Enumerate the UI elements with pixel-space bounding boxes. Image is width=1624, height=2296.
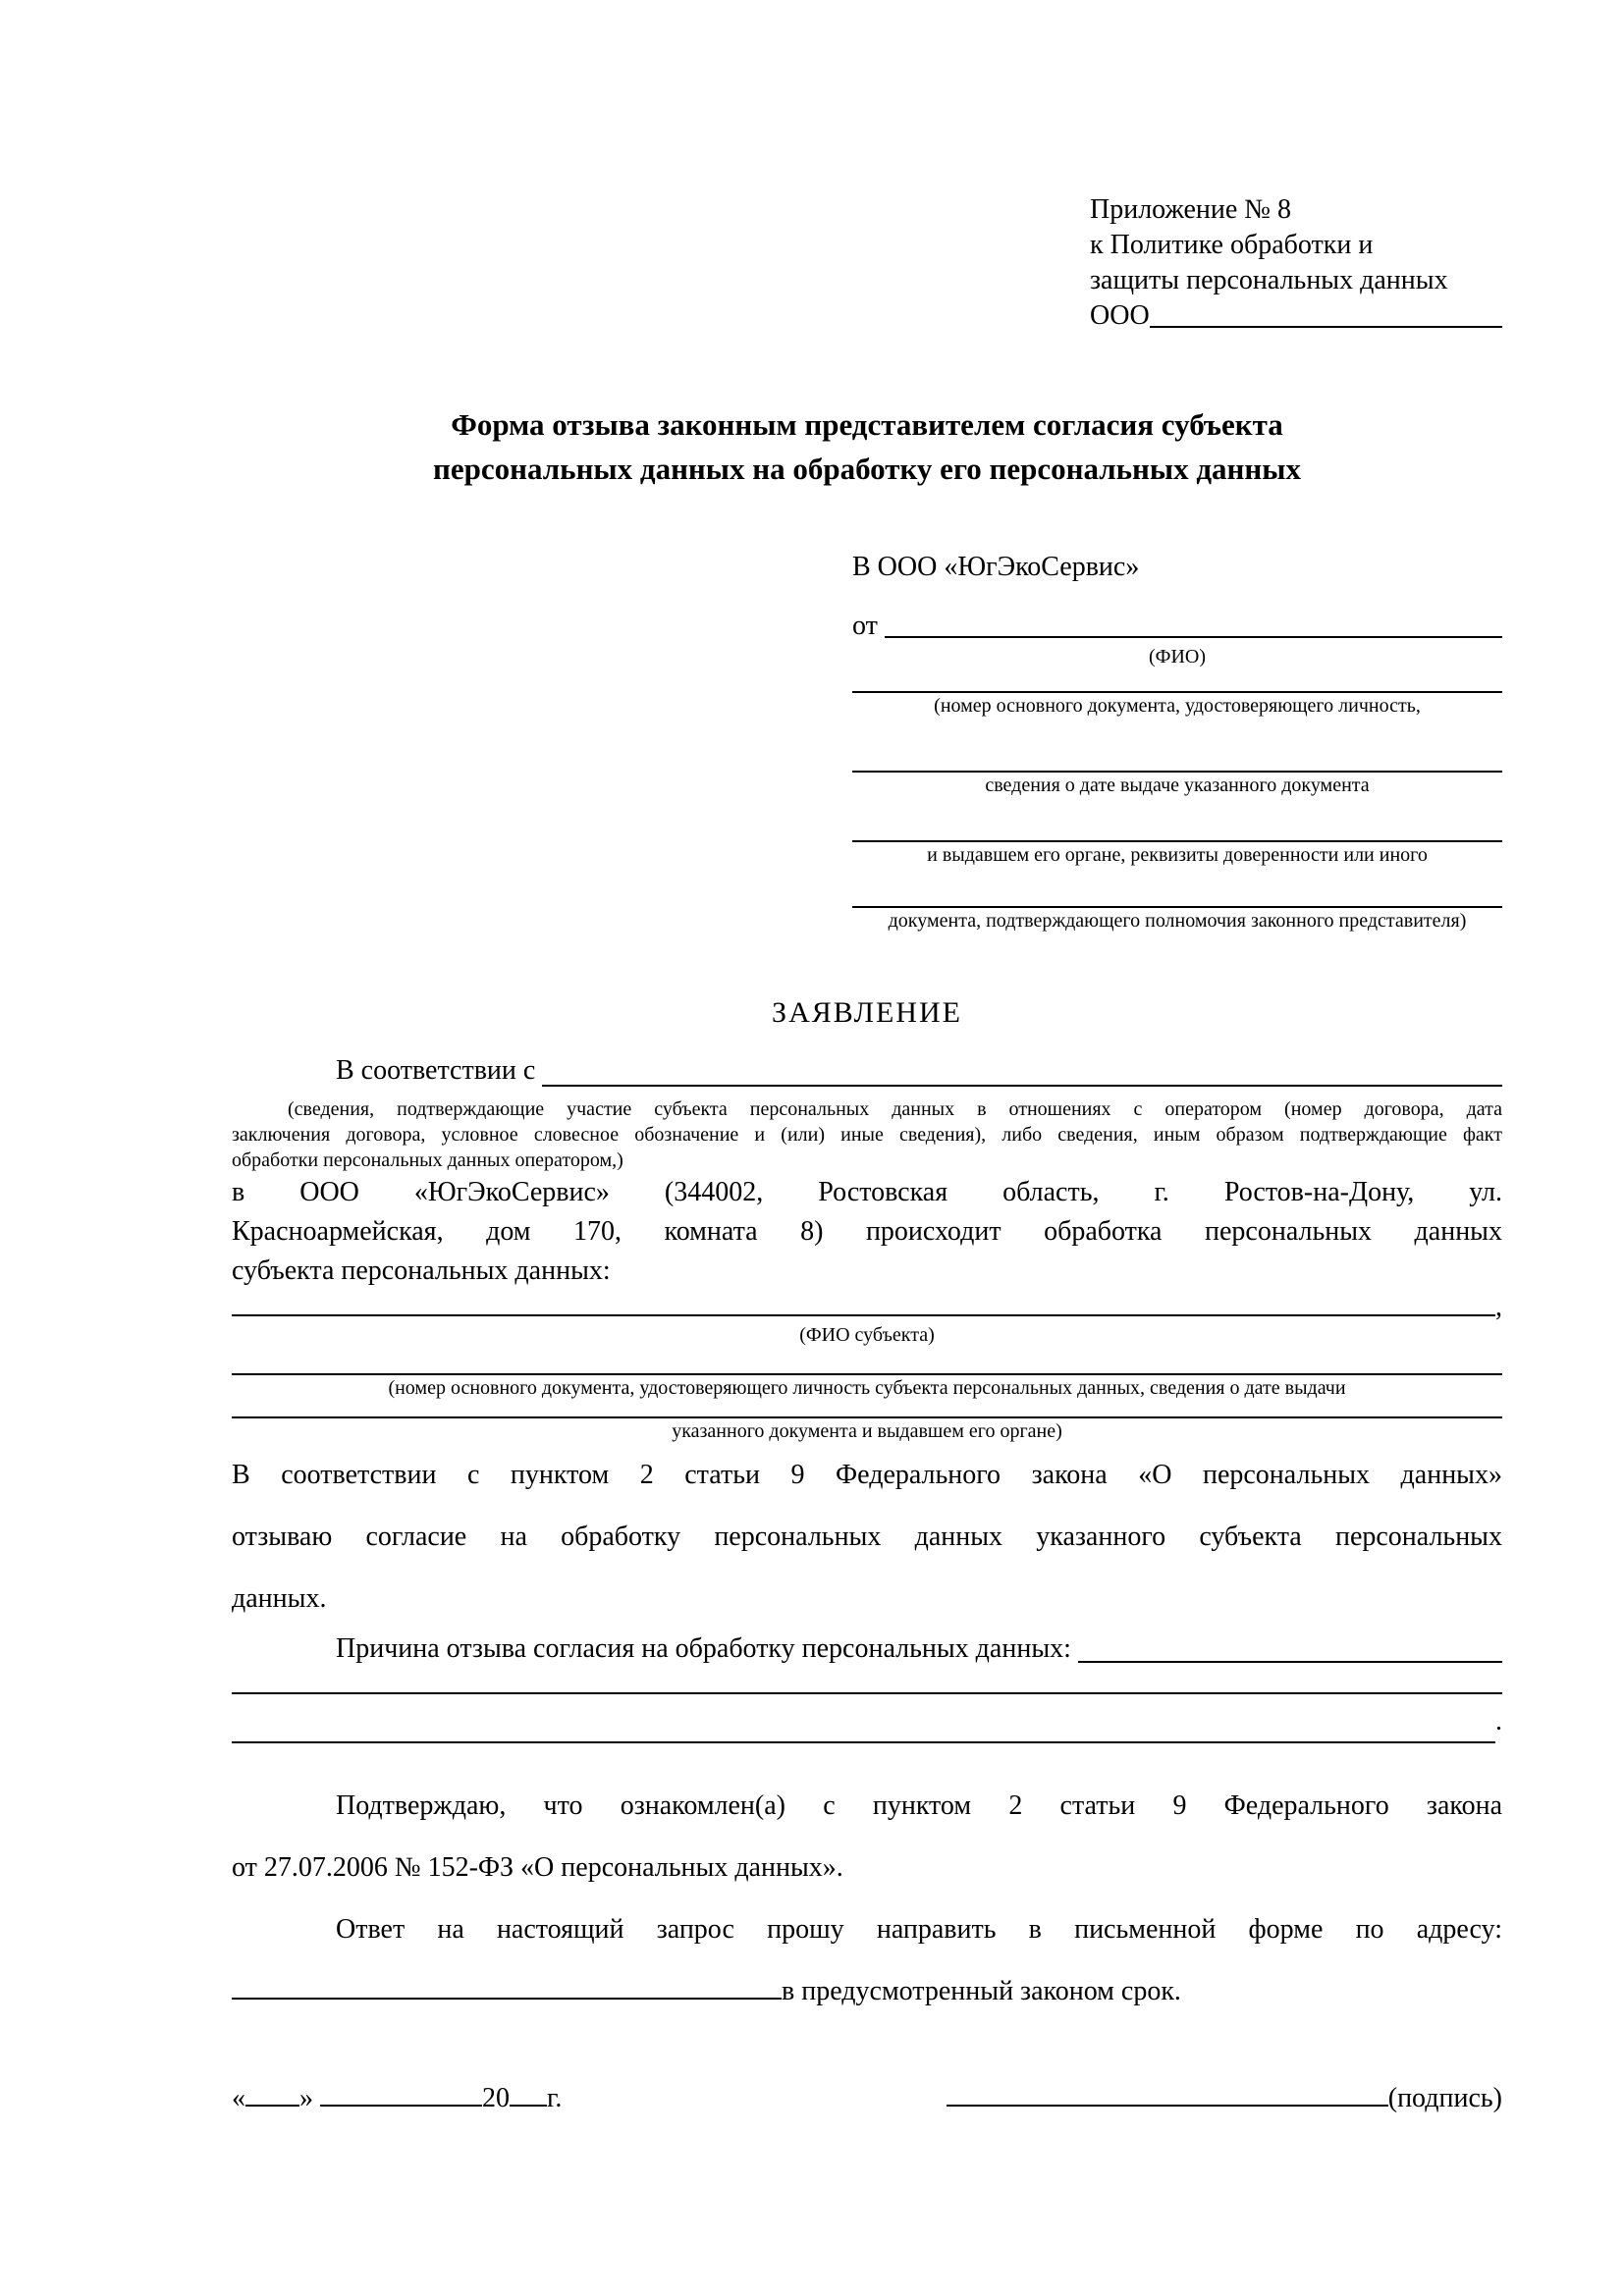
company-name-blank: [1150, 326, 1502, 328]
title-line-1: Форма отзыва законным представителем согласия субъекта: [451, 407, 1283, 442]
processing-paragraph: [232, 1173, 1502, 1291]
reason-blank: [1078, 1661, 1502, 1663]
subject-fio-blank: [232, 1314, 1495, 1316]
basis-caption-line-3: обработки персональных данных оператором,): [232, 1149, 623, 1171]
appendix-block: [1090, 192, 1502, 334]
appendix-line-3: защиты персональных данных: [1090, 265, 1448, 295]
signature-caption: (подпись): [1387, 2083, 1502, 2113]
signature-field: [947, 2079, 1502, 2118]
answer-line-1: Ответ на настоящий запрос прошу направить в письменной форме по адресу:: [336, 1914, 1502, 1945]
representative-doc-caption-3: и выдавшем его органе, реквизиты доверенности или иного: [927, 844, 1428, 866]
from-field: [852, 609, 1502, 644]
date-day-blank: [245, 2105, 299, 2107]
document-title: [232, 402, 1502, 491]
basis-caption: [232, 1096, 1502, 1173]
confirm-line-2: от 27.07.2006 № 152-ФЗ «О персональных данных».: [232, 1852, 843, 1883]
company-prefix: ООО: [1090, 300, 1150, 331]
trailing-period: .: [1495, 1706, 1502, 1736]
from-name-blank: [885, 636, 1502, 638]
reason-label: Причина отзыва согласия на обработку персональных данных:: [336, 1633, 1078, 1664]
subject-fio-caption: (ФИО субъекта): [799, 1324, 935, 1346]
reason-field: [232, 1629, 1502, 1669]
representative-doc-caption-1: (номер основного документа, удостоверяющего личность,: [934, 695, 1421, 717]
appendix-company-line: [1090, 298, 1502, 334]
fio-caption: (ФИО): [1148, 646, 1206, 667]
basis-prefix: В соответствии с: [336, 1055, 543, 1086]
appendix-line-1: Приложение № 8: [1090, 194, 1291, 225]
addressee-company: В ООО «ЮгЭкоСервис»: [852, 552, 1140, 582]
confirm-line-1: Подтверждаю, что ознакомлен(а) с пунктом 2 статьи 9 Федерального закона: [336, 1790, 1502, 1821]
subject-fio-field: [232, 1293, 1502, 1322]
date-year-blank: [510, 2105, 547, 2107]
confirm-paragraph: [232, 1775, 1502, 1898]
date-month-blank: [320, 2105, 482, 2107]
basis-caption-line-2: заключения договора, условное словесное обозначение и (или) иные сведения), либо сведения, иным образом подтверждающие факт: [232, 1124, 1502, 1146]
representative-doc-caption-4: документа, подтверждающего полномочия законного представителя): [888, 910, 1467, 932]
address-blank: [232, 1998, 782, 2000]
date-open-quote: «: [232, 2083, 245, 2113]
title-line-2: персональных данных на обработку его персональных данных: [433, 452, 1301, 486]
signature-blank: [947, 2105, 1388, 2107]
withdraw-paragraph: [232, 1444, 1502, 1629]
basis-blank: [542, 1085, 1502, 1087]
processing-line-2: Красноармейская, дом 170, комната 8) происходит обработка персональных данных: [232, 1216, 1502, 1247]
reason-blank-line-2: [232, 1694, 1502, 1749]
signature-row: [232, 2079, 1502, 2118]
date-close-quote: »: [299, 2083, 320, 2113]
answer-suffix: в предусмотренный законом срок.: [782, 1976, 1181, 2006]
withdraw-line-2: отзываю согласие на обработку персональных данных указанного субъекта персональных: [232, 1522, 1502, 1552]
addressee-block: [852, 550, 1502, 934]
reason-blank-line-2-rule: [232, 1741, 1495, 1743]
withdraw-line-1: В соответствии с пунктом 2 статьи 9 Федерального закона «О персональных данных»: [232, 1460, 1502, 1490]
answer-paragraph: [232, 1898, 1502, 2022]
subject-doc-caption-2: указанного документа и выдавшем его органе): [672, 1420, 1062, 1442]
appendix-line-2: к Политике обработки и: [1090, 230, 1374, 260]
date-field: [232, 2079, 562, 2118]
year-prefix: 20: [482, 2083, 510, 2113]
from-label: от: [852, 611, 885, 641]
answer-line-2: [232, 1960, 1502, 2022]
statement-heading: ЗАЯВЛЕНИЕ: [772, 996, 962, 1029]
subject-doc-caption-1: (номер основного документа, удостоверяющего личность субъекта персональных данных, сведения о дате выдачи: [388, 1377, 1346, 1399]
trailing-comma: ,: [1495, 1292, 1502, 1322]
basis-field: [232, 1055, 1502, 1093]
representative-doc-caption-2: сведения о дате выдаче указанного документа: [985, 774, 1370, 796]
year-suffix: г.: [547, 2083, 563, 2113]
withdraw-line-3: данных.: [232, 1583, 327, 1614]
basis-caption-line-1: (сведения, подтверждающие участие субъекта персональных данных в отношениях с оператором (номер договора, дата: [288, 1098, 1502, 1120]
processing-line-1: в ООО «ЮгЭкоСервис» (344002, Ростовская область, г. Ростов-на-Дону, ул.: [232, 1177, 1502, 1207]
processing-line-3: субъекта персональных данных:: [232, 1255, 611, 1286]
